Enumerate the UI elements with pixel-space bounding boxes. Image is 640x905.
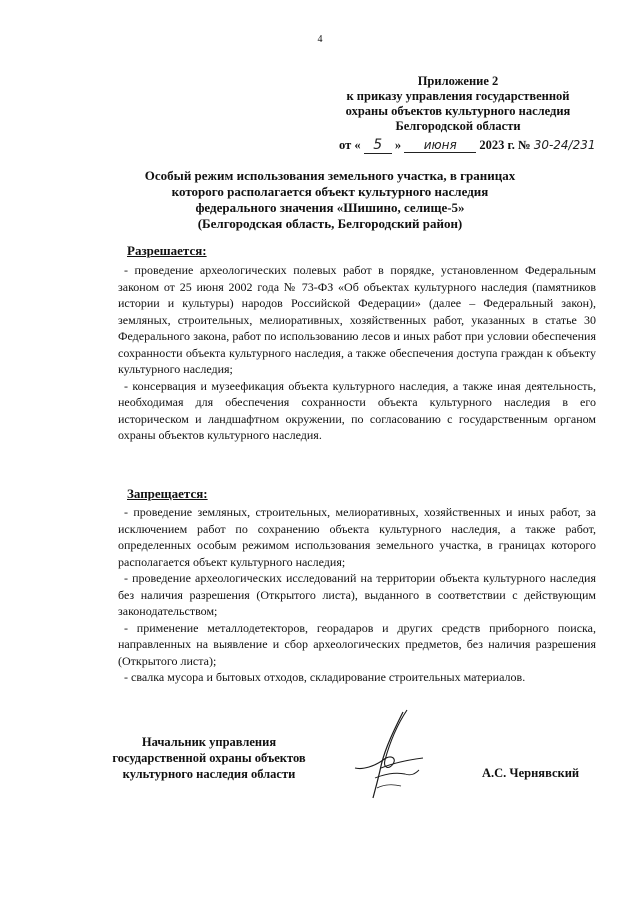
appendix-header xyxy=(322,74,594,134)
signatory-title-line: культурного наследия области xyxy=(122,767,296,781)
document-title xyxy=(100,168,560,232)
allowed-item: - проведение археологических полевых работ в порядке, установленном Федеральным законом от 25 июня 2002 года № 73-ФЗ «Об объектах культурного наследия (памятников истории и культуры) народов Российской Федерации» (далее – Федеральный закон), земляных, строительных, мелиоративных, хозяйственных работ, указанных в статье 30 Федерального закона, работ по использованию лесов и иных работ при условии обеспечения сохранности объекта культурного наследия, а также обеспечения доступа граждан к объекту культурного наследия; xyxy=(118,263,596,376)
title-line: которого располагается объект культурного наследия xyxy=(171,184,489,199)
handwritten-order-number: 30-24/231 xyxy=(533,138,596,152)
appendix-line: к приказу управления государственной xyxy=(346,89,570,103)
forbidden-heading: Запрещается: xyxy=(127,486,208,501)
signatory-title xyxy=(96,734,322,782)
forbidden-item: - проведение земляных, строительных, мелиоративных, хозяйственных и иных работ, за исключением работ по сохранению объекта культурного наследия, а также работ, определенных особым режимом использования земельного участка, в границах которого располагается объект культурного наследия; xyxy=(118,505,596,569)
order-date-line xyxy=(339,137,596,154)
appendix-line: Приложение 2 xyxy=(417,74,499,88)
handwritten-day: 5 xyxy=(364,137,392,154)
appendix-line: охраны объектов культурного наследия xyxy=(345,104,571,118)
allowed-item: - консервация и музеефикация объекта культурного наследия, а также иная деятельность, необходимая для обеспечения сохранности объекта культурного наследия в его историческом и ландшафтном окружении, по согласованию с государственным органом охраны объектов культурного наследия. xyxy=(118,378,596,442)
allowed-heading: Разрешается: xyxy=(127,243,207,258)
title-line: Особый режим использования земельного участка, в границах xyxy=(144,168,516,183)
forbidden-item: - свалка мусора и бытовых отходов, складирование строительных материалов. xyxy=(124,670,526,684)
signatory-name: А.С. Чернявский xyxy=(482,766,580,780)
handwritten-month: июня xyxy=(404,138,476,153)
handwritten-signature xyxy=(345,708,440,800)
title-line: федерального значения «Шишино, селище-5» xyxy=(195,200,465,215)
title-line: (Белгородская область, Белгородский район) xyxy=(197,216,463,231)
appendix-line: Белгородской области xyxy=(395,119,521,133)
page-number: 4 xyxy=(317,34,323,45)
year-text: 2023 г. № xyxy=(479,138,531,152)
forbidden-item: - проведение археологических исследований на территории объекта культурного наследия без наличия разрешения (Открытого листа), выданного в соответствии с действующим законодательством; xyxy=(118,571,596,618)
allowed-list xyxy=(118,262,596,444)
quote-close: » xyxy=(394,138,402,152)
forbidden-list xyxy=(118,504,596,686)
signatory-title-line: Начальник управления xyxy=(141,735,277,749)
date-prefix: от « xyxy=(339,138,361,152)
signatory-title-line: государственной охраны объектов xyxy=(112,751,306,765)
forbidden-item: - применение металлодетекторов, георадаров и других средств приборного поиска, направленных на выявление и сбор археологических предметов, без наличия разрешения (Открытого листа); xyxy=(118,620,596,668)
